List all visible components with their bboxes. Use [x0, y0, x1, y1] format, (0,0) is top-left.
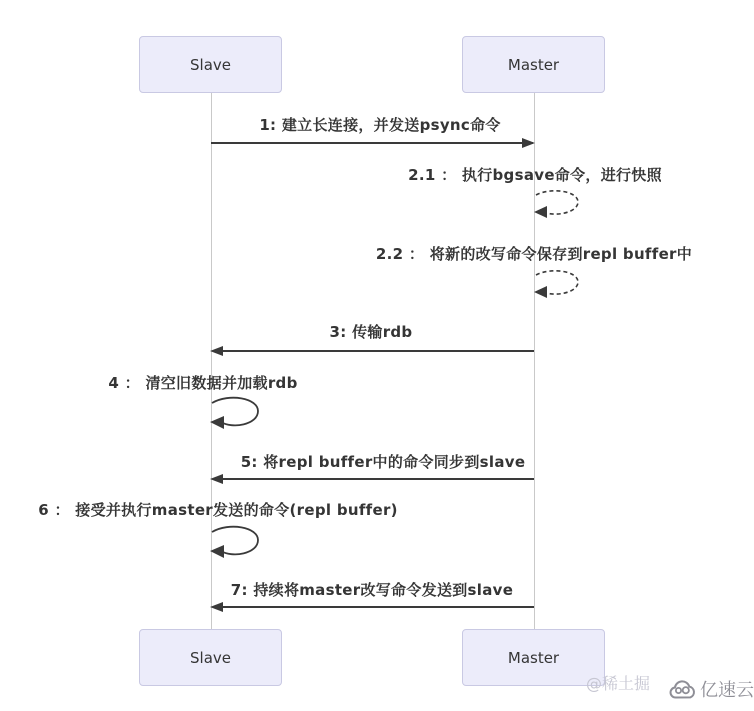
message-label-2-1: 2.1 ： 执行bgsave命令，进行快照	[408, 166, 662, 184]
actor-label-master: Master	[507, 55, 560, 74]
watermark-brand	[668, 676, 754, 702]
actor-label-slave: Slave	[190, 648, 231, 667]
arrowhead-left-icon	[534, 206, 547, 218]
arrowhead-left-icon	[210, 602, 223, 612]
actor-label-slave: Slave	[190, 55, 231, 74]
message-label-1: 1: 建立长连接，并发送psync命令	[259, 116, 501, 134]
watermark-author: @稀土掘	[586, 674, 651, 693]
message-label-4: 4 ： 清空旧数据并加载rdb	[108, 374, 298, 392]
arrowhead-left-icon	[534, 286, 547, 298]
message-label-5: 5: 将repl buffer中的命令同步到slave	[240, 453, 526, 471]
message-label-7: 7: 持续将master改写命令发送到slave	[230, 581, 514, 599]
watermark-brand-label: 亿速云	[700, 680, 754, 701]
arrowhead-left-icon	[210, 346, 223, 356]
arrow-line	[213, 350, 534, 352]
arrowhead-right-icon	[522, 138, 535, 148]
actor-box-slave-top	[139, 36, 282, 93]
cloud-icon	[668, 677, 698, 702]
message-label-6: 6 ： 接受并执行master发送的命令(repl buffer)	[38, 501, 398, 519]
self-loop-solid-6	[209, 525, 263, 561]
actor-label-master: Master	[507, 648, 560, 667]
self-loop-solid-4	[209, 396, 263, 432]
message-label-2-2: 2.2 ： 将新的改写命令保存到repl buffer中	[375, 245, 693, 263]
arrow-line	[213, 606, 534, 608]
actor-box-slave-bottom	[139, 629, 282, 686]
arrowhead-left-icon	[210, 545, 224, 558]
self-loop-dashed-2-1	[533, 189, 585, 221]
arrow-line	[213, 478, 534, 480]
arrowhead-left-icon	[210, 416, 224, 429]
arrow-line	[211, 142, 533, 144]
message-label-3: 3: 传输rdb	[329, 323, 413, 341]
self-loop-dashed-2-2	[533, 269, 585, 301]
actor-box-master-top	[462, 36, 605, 93]
arrowhead-left-icon	[210, 474, 223, 484]
actor-box-master-bottom	[462, 629, 605, 686]
